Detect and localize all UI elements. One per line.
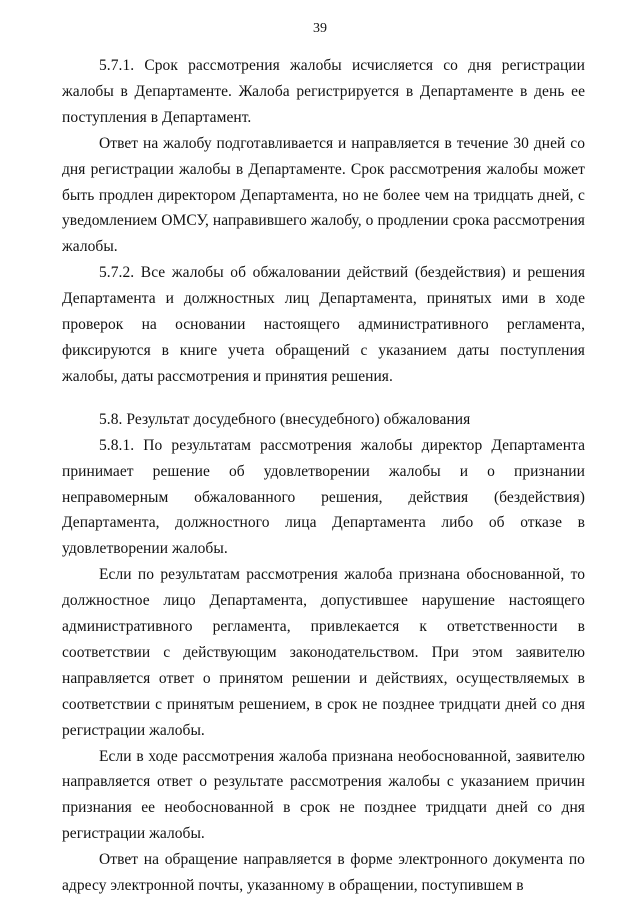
paragraph-electronic-response: Ответ на обращение направляется в форме электронного документа по адресу электронной почты, указанному в обращении, поступившем в	[62, 851, 585, 895]
document-body	[62, 53, 585, 899]
paragraph-response-deadline: Ответ на жалобу подготавливается и направляется в течение 30 дней со дня регистрации жалобы в Департаменте. Срок рассмотрения жалобы может быть продлен директором Департамента, но не более чем на тридцать дней, с уведомлением ОМСУ, направившего жалобу, о продлении срока рассмотрения жалобы.	[62, 134, 585, 256]
paragraph-complaint-unjustified: Если в ходе рассмотрения жалоба признана необоснованной, заявителю направляется ответ о результате рассмотрения жалобы с указанием причин признания ее необоснованной в срок не позднее тридцати дней со дня регистрации жалобы.	[62, 747, 585, 843]
paragraph-5-8-1: 5.8.1. По результатам рассмотрения жалобы директор Департамента принимает решение об удовлетворении жалобы и о признании неправомерным обжалованного решения, действия (бездействия) Департамента, должностного лица Департамента либо об отказе в удовлетворении жалобы.	[62, 436, 585, 558]
paragraph-complaint-justified: Если по результатам рассмотрения жалоба признана обоснованной, то должностное лицо Департамента, допустившее нарушение настоящего административного регламента, привлекается к ответственности в соответствии с действующим законодательством. При этом заявителю направляется ответ о принятом решении и действиях, осуществляемых в соответствии с принятым решением, в срок не позднее тридцати дней со дня регистрации жалобы.	[62, 566, 585, 739]
page-number: 39	[313, 21, 327, 36]
paragraph-5-7-2: 5.7.2. Все жалобы об обжаловании действий (бездействия) и решения Департамента и должностных лиц Департамента, принятых ими в ходе проверок на основании настоящего административного регламента, фиксируются в книге учета обращений с указанием даты поступления жалобы, даты рассмотрения и принятия решения.	[62, 264, 585, 385]
section-heading-5-8: 5.8. Результат досудебного (внесудебного) обжалования	[99, 410, 471, 428]
paragraph-5-7-1: 5.7.1. Срок рассмотрения жалобы исчисляется со дня регистрации жалобы в Департаменте. Жалоба регистрируется в Департаменте в день ее поступления в Департамент.	[62, 57, 585, 126]
